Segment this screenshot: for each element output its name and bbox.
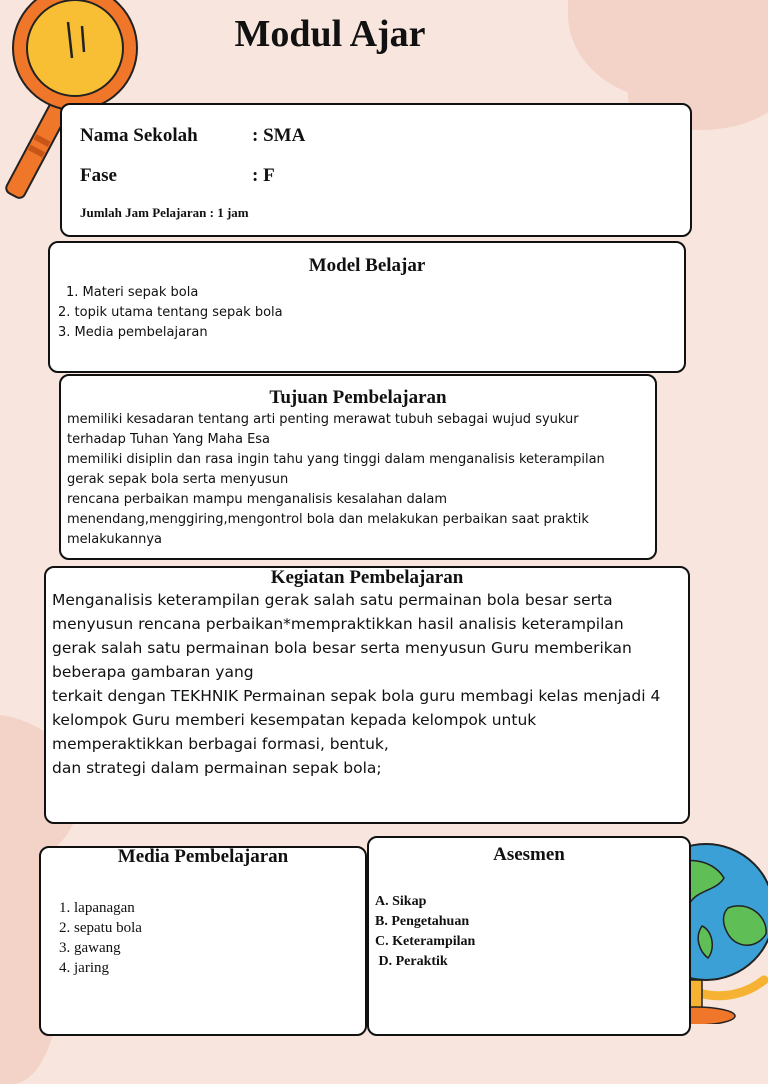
list-item: B. Pengetahuan [375,914,470,929]
kegiatan-line: beberapa gambaran yang [52,663,254,681]
tujuan-line: memiliki disiplin dan rasa ingin tahu yang tinggi dalam menganalisis keterampilan [67,452,605,467]
page-title: Modul Ajar [234,13,426,55]
list-item: 1. lapanagan [59,900,135,916]
list-item: 4. jaring [59,960,109,976]
phase-value: : F [252,165,275,186]
kegiatan-line: Menganalisis keterampilan gerak salah satu permainan bola besar serta [52,591,613,609]
school-name-label: Nama Sekolah [80,125,198,146]
list-item: 2. topik utama tentang sepak bola [58,305,283,320]
model-belajar-card [48,241,686,373]
tujuan-line: rencana perbaikan mampu menganalisis kesalahan dalam [67,492,447,507]
tujuan-text [67,410,649,550]
list-item: 1. Materi sepak bola [66,285,199,300]
tujuan-line: gerak sepak bola serta menyusun [67,472,289,487]
kegiatan-heading: Kegiatan Pembelajaran [270,567,464,588]
list-item: D. Peraktik [375,954,448,969]
kegiatan-line: kelompok Guru memberi kesempatan kepada kelompok untuk [52,711,537,729]
school-info-card [60,103,692,237]
list-item: A. Sikap [375,894,427,909]
lesson-hours: Jumlah Jam Pelajaran : 1 jam [80,205,249,220]
media-pembelajaran-card [39,846,367,1036]
info-row-school [80,125,672,165]
media-heading: Media Pembelajaran [117,846,289,867]
tujuan-line: memiliki kesadaran tentang arti penting merawat tubuh sebagai wujud syukur [67,412,579,427]
tujuan-pembelajaran-card [59,374,657,560]
kegiatan-line: memperaktikkan berbagai formasi, bentuk, [52,735,389,753]
kegiatan-pembelajaran-card [44,566,690,824]
asesmen-heading: Asesmen [493,844,565,865]
asesmen-card [367,836,691,1036]
phase-label: Fase [80,165,117,186]
tujuan-line: terhadap Tuhan Yang Maha Esa [67,432,271,447]
kegiatan-line: gerak salah satu permainan bola besar serta menyusun Guru memberikan [52,639,632,657]
list-item: C. Keterampilan [375,934,476,949]
media-list [59,898,347,978]
tujuan-line: melakukannya [67,532,163,547]
list-item: 3. gawang [59,940,121,956]
kegiatan-line: terkait dengan TEKHNIK Permainan sepak bola guru membagi kelas menjadi 4 [52,687,661,705]
model-belajar-heading: Model Belajar [308,255,426,276]
kegiatan-line: dan strategi dalam permainan sepak bola; [52,759,382,777]
kegiatan-text [52,588,682,780]
asesmen-list [375,892,683,972]
model-belajar-list [58,283,676,343]
school-name-value: : SMA [252,125,306,146]
info-row-phase [80,165,672,205]
list-item: 2. sepatu bola [59,920,142,936]
list-item: 3. Media pembelajaran [58,325,208,340]
tujuan-line: menendang,menggiring,mengontrol bola dan melakukan perbaikan saat praktik [67,512,589,527]
kegiatan-line: menyusun rencana perbaikan*mempraktikkan hasil analisis keterampilan [52,615,624,633]
tujuan-heading: Tujuan Pembelajaran [269,387,447,408]
